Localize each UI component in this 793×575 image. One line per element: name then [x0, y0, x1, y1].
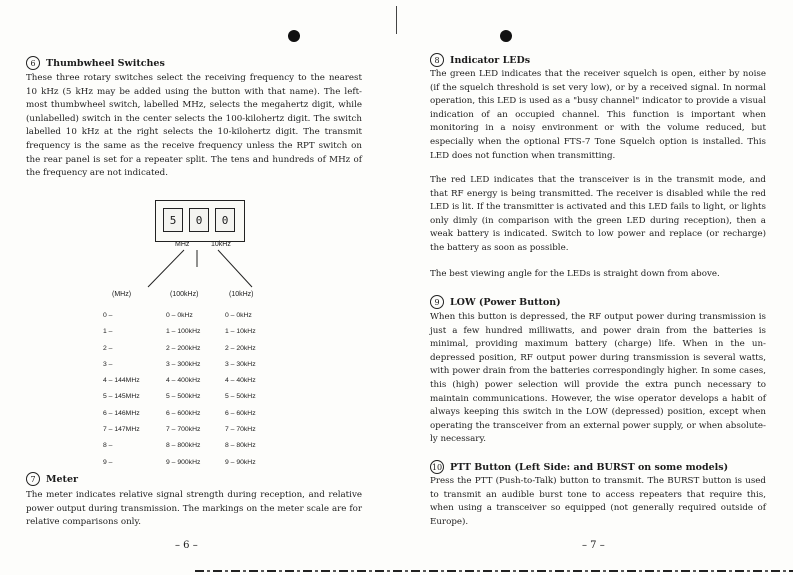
page-number: – 7 –	[582, 540, 605, 551]
label-10khz: 10kHz	[211, 241, 231, 248]
section-title: Indicator LEDs	[450, 54, 531, 66]
list-item: 5 – 50kHz	[225, 393, 256, 401]
right-page	[396, 0, 793, 575]
list-item: 8 –	[103, 442, 113, 450]
list-item: 7 – 700kHz	[166, 426, 201, 434]
section-title: LOW (Power Button)	[450, 296, 561, 308]
list-item: 2 – 20kHz	[225, 344, 256, 352]
list-item: 0 –	[103, 312, 113, 319]
list-item: 3 – 30kHz	[225, 360, 256, 368]
section-number-badge: 6	[26, 56, 40, 70]
list-item: 8 – 800kHz	[166, 442, 201, 450]
section-8-heading	[430, 53, 530, 67]
list-item: 2 –	[103, 344, 113, 352]
list-item: 1 –	[103, 328, 113, 336]
list-item: 1 – 10kHz	[225, 328, 256, 336]
section-8-body-3: The best viewing angle for the LEDs is straight down from above.	[430, 269, 720, 279]
section-title: Meter	[46, 473, 78, 485]
list-item: 9 – 90kHz	[225, 458, 256, 466]
thumbwheel-10khz-dial: 0	[215, 208, 235, 232]
section-title: PTT Button (Left Side: and BURST on some models)	[450, 461, 729, 473]
section-9-heading	[430, 295, 561, 309]
list-item: 9 –	[103, 458, 113, 466]
list-item: 0 – 0kHz	[166, 312, 193, 319]
list-item: 3 – 300kHz	[166, 360, 201, 368]
page-number: – 6 –	[175, 540, 198, 551]
table-header-mhz: (MHz)	[112, 291, 132, 298]
list-item: 5 – 500kHz	[166, 393, 201, 401]
table-header-100khz: (100kHz)	[170, 291, 199, 298]
mhz-column	[103, 308, 140, 471]
list-item: 7 – 70kHz	[225, 426, 256, 434]
list-item: 6 – 60kHz	[225, 409, 256, 417]
list-item: 2 – 200kHz	[166, 344, 201, 352]
section-6-body: These three rotary switches select the receiving frequency to the nearest 10 kHz (5 kHz may be added using the button with that name). The left-most thumbwheel switch, labelled MHz, selects the megahertz digit, while (unlabelled) switch in the center selects the 100-kilohertz digit. The switch labelled 10 kHz at the right selects the 10-kilohertz digit. The transmit frequency is the same as the receive frequency unless the RPT switch on the rear panel is set for a repeater split. The tens and hundreds of MHz of the frequency are not indicated.	[26, 73, 362, 179]
section-number-badge: 7	[26, 472, 40, 486]
section-8-body-1: The green LED indicates that the receiver squelch is open, either by noise (if the squelch threshold is set very low), or by a received signal. In normal operation, this LED is used as a "busy channel" indicator to provide a visual indication of an occupied channel. This function is important when monitoring in a noisy environment or with the volume reduced, but especially when the optional FTS-7 Tone Squelch option is installed. This LED does not function when transmitting.	[430, 69, 766, 161]
10khz-column	[225, 308, 256, 471]
list-item: 7 – 147MHz	[103, 426, 140, 434]
list-item: 9 – 900kHz	[166, 458, 201, 466]
thumbwheel-100khz-dial: 0	[189, 208, 209, 232]
section-8-body-2: The red LED indicates that the transceiver is in the transmit mode, and that RF energy is being transmitted. The receiver is disabled while the red LED is lit. If the transmitter is activated and this LED fails to light, or lights only dimly (in comparison with the green LED during reception), then a weak battery is indicated. Switch to low power and replace (or recharge) the battery as soon as possible.	[430, 175, 766, 253]
label-mhz: MHz	[175, 241, 190, 248]
list-item: 6 – 146MHz	[103, 409, 140, 417]
pointer-lines	[140, 245, 260, 290]
section-number-badge: 9	[430, 295, 444, 309]
binding-hole-icon	[288, 30, 300, 42]
section-7-body: The meter indicates relative signal strength during reception, and relative power output during transmission. The markings on the meter scale are for relative comparisons only.	[26, 490, 362, 528]
section-10-heading	[430, 460, 728, 474]
section-6-heading	[26, 56, 165, 70]
left-page	[0, 0, 396, 575]
list-item: 5 – 145MHz	[103, 393, 140, 401]
100khz-column	[166, 308, 200, 471]
section-number-badge: 8	[430, 53, 444, 67]
section-7-heading	[26, 472, 78, 486]
list-item: 8 – 80kHz	[225, 442, 256, 450]
list-item: 4 – 400kHz	[166, 377, 201, 385]
section-9-body: When this button is depressed, the RF output power during transmission is just a few hundred milliwatts, and power drain from the batteries is minimal, providing maximum battery (charge) life. When in the un-depressed position, RF output power during transmission is several watts, with power drain from the batteries correspondingly higher. In some cases, this (high) power selection will provide the extra punch necessary to maintain communications. However, the wise operator develops a habit of always keeping this switch in the LOW (depressed) position, except when operating the transceiver from an external power supply, or when absolute-ly necessary.	[430, 312, 766, 445]
section-number-badge: 10	[430, 460, 444, 474]
binding-hole-icon	[500, 30, 512, 42]
list-item: 4 – 144MHz	[103, 377, 140, 385]
section-10-body: Press the PTT (Push-to-Talk) button to transmit. The BURST button is used to transmit an audible burst tone to access repeaters that require this, when using a transceiver so equipped (not generally required outside of Europe).	[430, 476, 766, 527]
list-item: 4 – 40kHz	[225, 377, 256, 385]
list-item: 1 – 100kHz	[166, 328, 201, 336]
table-header-10khz: (10kHz)	[229, 291, 254, 298]
thumbwheel-mhz-dial: 5	[163, 208, 183, 232]
section-title: Thumbwheel Switches	[46, 57, 165, 69]
list-item: 3 –	[103, 360, 113, 368]
list-item: 0 – 0kHz	[225, 312, 252, 319]
list-item: 6 – 600kHz	[166, 409, 201, 417]
